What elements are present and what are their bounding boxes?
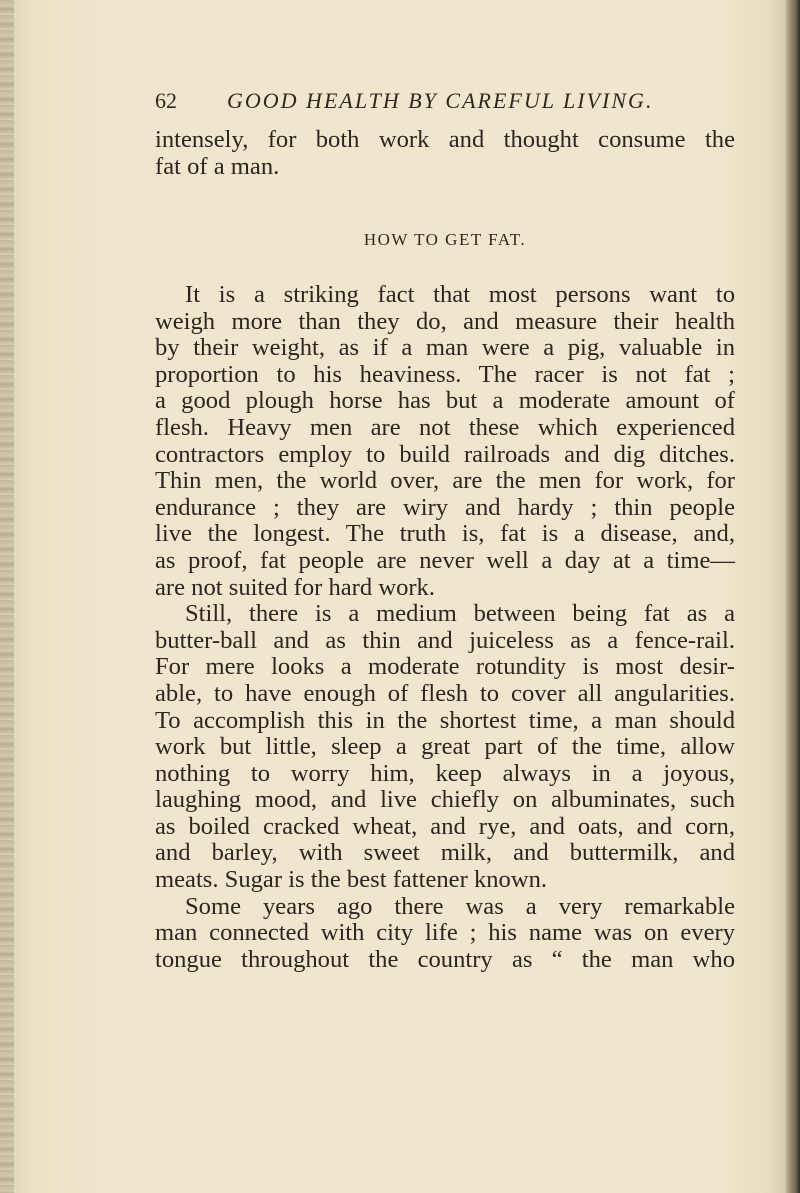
section-body — [155, 282, 735, 973]
section-heading: HOW TO GET FAT. — [363, 230, 527, 249]
text-line: able, to have enough of flesh to cover all angularities. — [155, 679, 735, 707]
text-line: flesh. Heavy men are not these which experienced — [155, 413, 735, 441]
running-head: GOOD HEALTH BY CAREFUL LIVING. — [227, 88, 654, 113]
page-binding-edge — [0, 0, 14, 1193]
text-line: and barley, with sweet milk, and buttermilk, and — [155, 839, 735, 867]
text-line: Some years ago there was a very remarkable — [185, 892, 735, 920]
page-right-edge — [786, 0, 800, 1193]
text-line: weigh more than they do, and measure their health — [155, 307, 735, 335]
text-line: endurance ; they are wiry and hardy ; thin people — [155, 493, 735, 521]
text-line: live the longest. The truth is, fat is a disease, and, — [155, 520, 735, 548]
text-line: are not suited for hard work. — [155, 573, 436, 601]
text-line: fat of a man. — [155, 152, 280, 180]
text-line: meats. Sugar is the best fattener known. — [155, 866, 548, 894]
text-line: as proof, fat people are never well a day at a time— — [155, 546, 735, 574]
text-line: man connected with city life ; his name was on every — [155, 919, 735, 947]
text-line: Thin men, the world over, are the men for work, for — [155, 467, 735, 495]
text-line: For mere looks a moderate rotundity is most desir- — [155, 653, 735, 681]
text-line: laughing mood, and live chiefly on albuminates, such — [155, 786, 735, 814]
text-line: To accomplish this in the shortest time, a man should — [155, 706, 735, 734]
text-line: by their weight, as if a man were a pig, valuable in — [155, 334, 735, 362]
text-line: intensely, for both work and thought consume the — [155, 126, 735, 153]
text-line: tongue throughout the country as “ the man who — [155, 945, 735, 973]
text-line: a good plough horse has but a moderate amount of — [155, 387, 735, 415]
text-line: It is a striking fact that most persons want to — [185, 281, 735, 308]
text-line: Still, there is a medium between being fat as a — [185, 600, 735, 628]
text-line: as boiled cracked wheat, and rye, and oats, and corn, — [155, 812, 735, 840]
text-line: contractors employ to build railroads and dig ditches. — [155, 440, 735, 468]
text-line: proportion to his heaviness. The racer is not fat ; — [155, 360, 735, 388]
text-line: work but little, sleep a great part of the time, allow — [155, 733, 735, 761]
intro-text — [155, 127, 735, 180]
page-number: 62 — [155, 88, 177, 113]
page-header — [155, 88, 715, 118]
text-line: nothing to worry him, keep always in a joyous, — [155, 759, 735, 787]
text-line: butter-ball and as thin and juiceless as a fence-rail. — [155, 626, 735, 654]
